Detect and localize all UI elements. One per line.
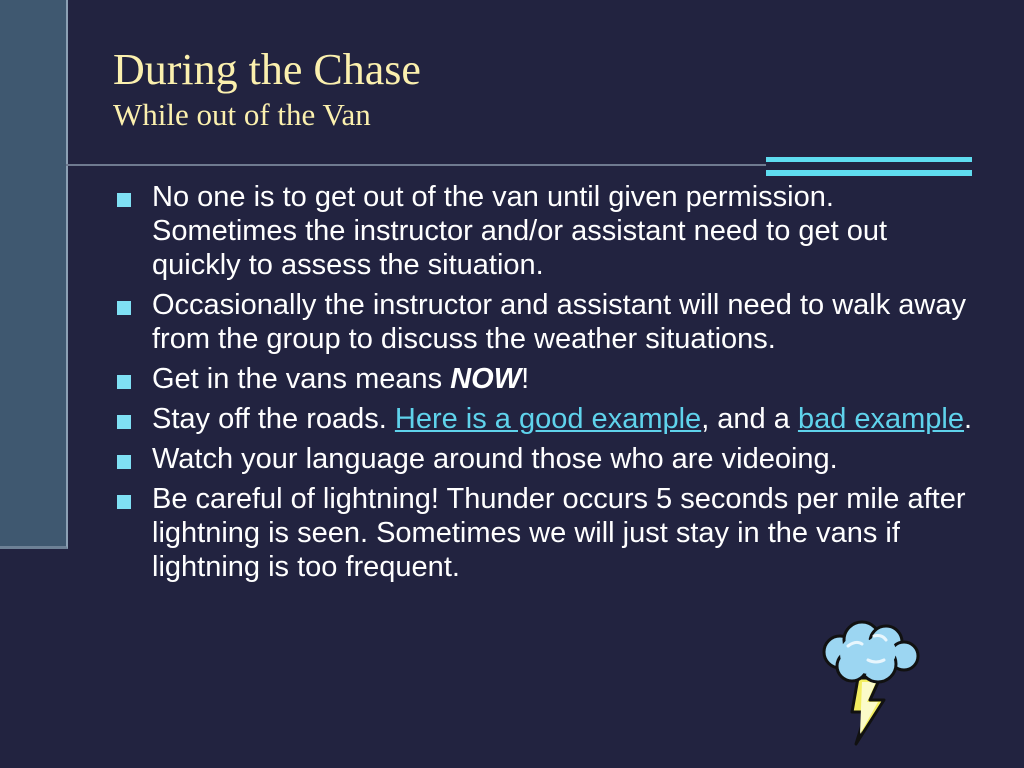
bullet-text-suffix: !	[521, 363, 530, 395]
title-block	[113, 44, 421, 134]
square-bullet-icon	[117, 375, 131, 389]
bullet-text: Occasionally the instructor and assistant will need to walk away from the group to discuss the weather situations.	[152, 289, 966, 355]
list-item	[113, 362, 983, 396]
square-bullet-icon	[117, 455, 131, 469]
slide-subtitle: While out of the Van	[113, 97, 371, 132]
list-item	[113, 402, 983, 436]
accent-bar-bottom	[766, 170, 972, 176]
good-example-link[interactable]: Here is a good example	[394, 403, 702, 435]
square-bullet-icon	[117, 301, 131, 315]
bullet-text: No one is to get out of the van until given permission. Sometimes the instructor and/or assistant need to get out quickly to assess the situation.	[152, 181, 888, 281]
bullet-text-middle: , and a	[701, 403, 798, 435]
bullet-text-prefix: Get in the vans means	[152, 363, 451, 395]
square-bullet-icon	[117, 193, 131, 207]
accent-bar-top	[766, 157, 972, 162]
bullet-text: Be careful of lightning! Thunder occurs 5 seconds per mile after lightning is seen. Sometimes we will just stay in the vans if lightning is too frequent.	[152, 483, 966, 583]
slide-title: During the Chase	[113, 45, 421, 94]
bad-example-link[interactable]: bad example	[797, 403, 964, 435]
storm-cloud-lightning-icon	[818, 620, 928, 750]
bullet-text: Watch your language around those who are videoing.	[152, 443, 838, 475]
bullet-text-prefix: Stay off the roads.	[152, 403, 395, 435]
side-decoration-bar	[0, 0, 68, 549]
emphasis-now: NOW	[450, 363, 522, 395]
bullet-list	[113, 180, 983, 590]
title-divider-line	[66, 164, 766, 166]
bullet-text-suffix: .	[964, 403, 973, 435]
list-item	[113, 288, 983, 356]
list-item	[113, 180, 983, 282]
square-bullet-icon	[117, 495, 131, 509]
list-item	[113, 442, 983, 476]
list-item	[113, 482, 983, 584]
square-bullet-icon	[117, 415, 131, 429]
